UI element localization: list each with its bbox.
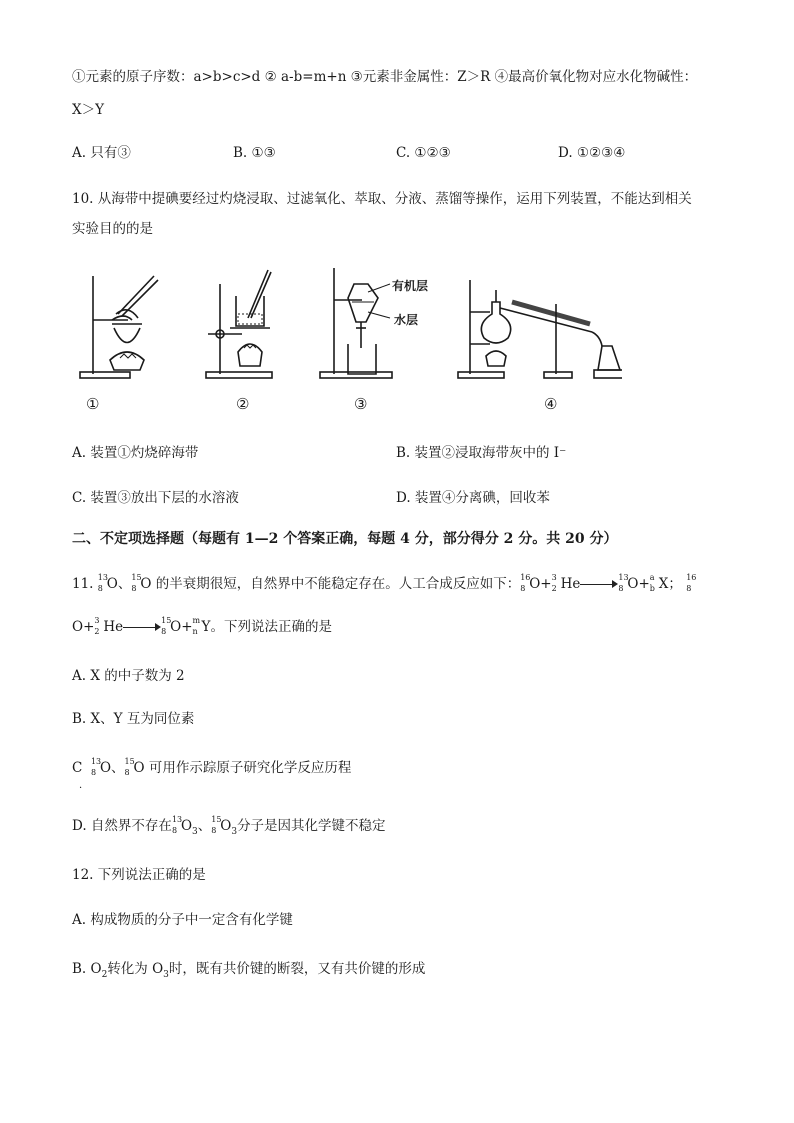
q10-option-b: B. 装置②浸取海带灰中的 I⁻ bbox=[396, 445, 567, 461]
q9-option-c: C. ①②③ bbox=[396, 145, 451, 161]
organic-layer-label: 有机层 bbox=[392, 279, 429, 293]
q11-option-d: D. 自然界不存在 13 8 $O_3$、 15 8 $O_3$分子是因其化学键不稳定 bbox=[72, 815, 386, 837]
q12-option-b: B. $O_2$转化为 $O_3$时，既有共价键的断裂，又有共价键的形成 bbox=[72, 961, 426, 980]
apparatus-2-beaker bbox=[206, 270, 272, 378]
apparatus-2-label: ② bbox=[236, 395, 250, 413]
q10-stem-line2: 实验目的的是 bbox=[72, 221, 153, 237]
lab-apparatus-figure bbox=[72, 262, 622, 414]
q9-option-d: D. ①②③④ bbox=[558, 145, 626, 161]
q10-option-a: A. 装置①灼烧碎海带 bbox=[72, 445, 199, 461]
q12-stem: 12. 下列说法正确的是 bbox=[72, 867, 206, 883]
apparatus-4-label: ④ bbox=[544, 395, 558, 413]
q9-statements-line2: X＞Y bbox=[72, 102, 105, 118]
q11-option-a: A. X 的中子数为 2 bbox=[72, 668, 185, 684]
apparatus-3-label: ③ bbox=[354, 395, 368, 413]
q9-statements-line1: ①元素的原子序数：a>b>c>d ② a-b=m+n ③元素非金属性：Z＞R ④最高价氧化物对应水化物碱性： bbox=[72, 69, 698, 85]
q10-option-d: D. 装置④分离碘，回收苯 bbox=[396, 490, 550, 506]
apparatus-1-label: ① bbox=[86, 395, 100, 413]
q12-option-a: A. 构成物质的分子中一定含有化学键 bbox=[72, 912, 293, 928]
q11-option-b: B. X、Y 互为同位素 bbox=[72, 711, 195, 727]
apparatus-1-crucible bbox=[80, 276, 158, 378]
q10-stem-line1: 10. 从海带中提碘要经过灼烧浸取、过滤氧化、萃取、分液、蒸馏等操作，运用下列装置，不能达到相关 bbox=[72, 191, 692, 207]
reaction-arrow-1 bbox=[580, 574, 618, 594]
apparatus-3-separatory-funnel bbox=[320, 268, 392, 378]
q11-option-c: C 13 8 O、 15 8 O 可用作示踪原子研究化学反应历程 bbox=[72, 757, 352, 777]
reaction-arrow-2 bbox=[123, 617, 161, 637]
section-2-heading: 二、不定项选择题（每题有 1—2 个答案正确，每题 4 分，部分得分 2 分。共 20 分） bbox=[72, 531, 618, 547]
apparatus-4-distillation bbox=[458, 280, 622, 378]
stray-mark: · bbox=[79, 783, 83, 794]
q11-stem-line1: 11. 13 8 O、 15 8 O 的半衰期很短，自然界中不能稳定存在。人工合成反应如下： 16 8 O+ 3 2 He 13 8 O+ a b X； 16 8 bbox=[72, 573, 697, 593]
q11-stem-line2: O+ 3 2 He 15 8 O+ m n Y。下列说法正确的是 bbox=[72, 616, 332, 636]
q9-option-a: A. 只有③ bbox=[72, 145, 131, 161]
q9-option-b: B. ①③ bbox=[233, 145, 276, 161]
q10-option-c: C. 装置③放出下层的水溶液 bbox=[72, 490, 239, 506]
aqueous-layer-label: 水层 bbox=[394, 313, 419, 327]
